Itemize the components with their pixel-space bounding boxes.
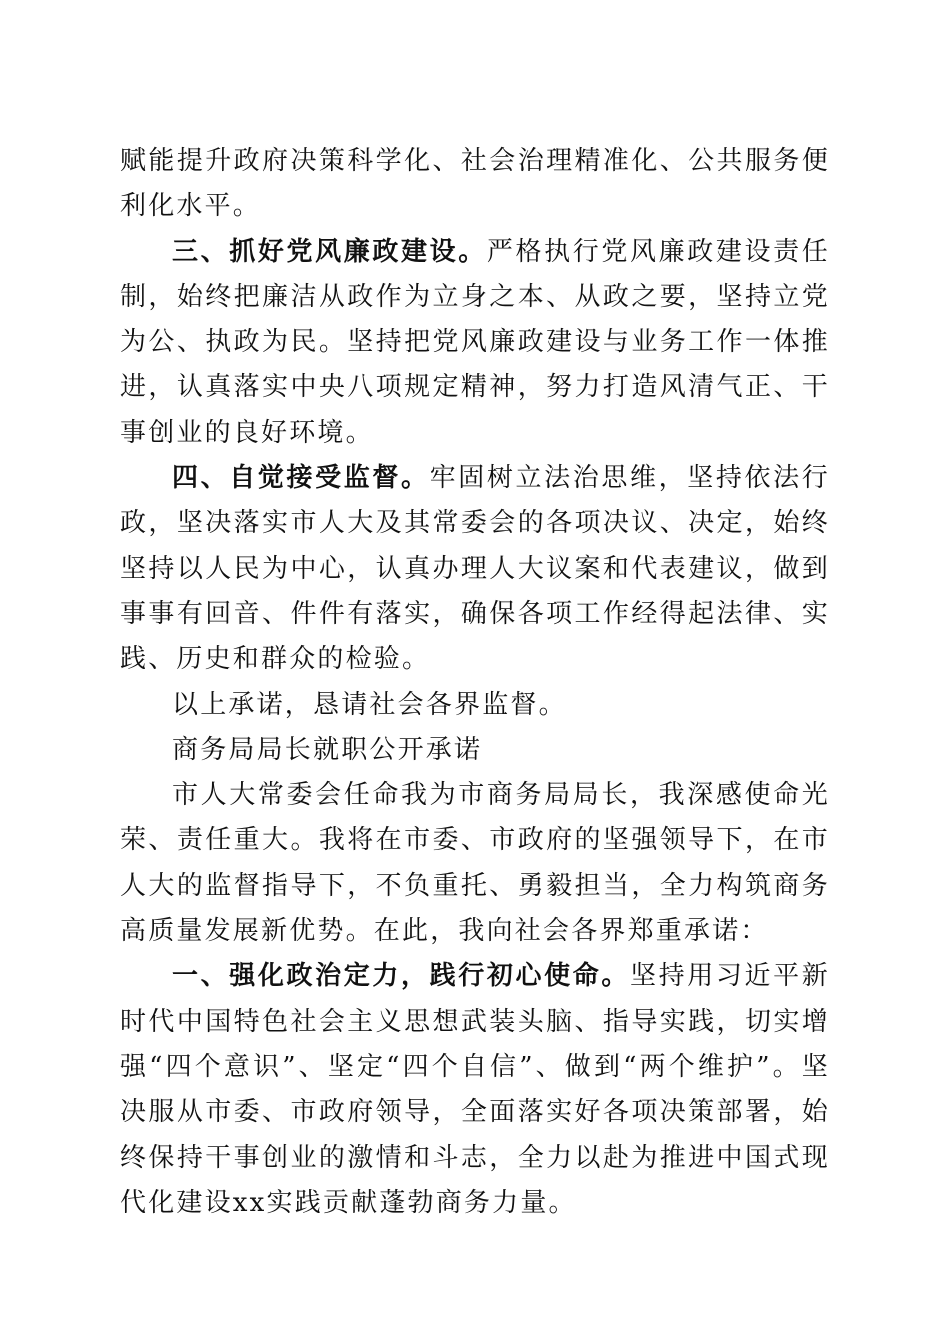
section-heading: 一、强化政治定力，践行初心使命。 [172, 961, 631, 992]
paragraph-text: 商务局局长就职公开承诺 [172, 734, 483, 765]
section-heading: 三、抓好党风廉政建设。 [172, 236, 487, 267]
paragraph-section-one [120, 954, 830, 1226]
paragraph-text: 赋能提升政府决策科学化、社会治理精准化、公共服务便利化水平。 [120, 146, 830, 222]
paragraph-text: 市人大常委会任命我为市商务局局长，我深感使命光荣、责任重大。我将在市委、市政府的坚强领导下，在市人大的监督指导下，不负重托、勇毅担当，全力构筑商务高质量发展新优势。在此，我向社会各界郑重承诺： [120, 780, 830, 947]
paragraph-text: 坚持用习近平新时代中国特色社会主义思想武装头脑、指导实践，切实增强“四个意识”、坚定“四个自信”、做到“两个维护”。坚决服从市委、市政府领导，全面落实好各项决策部署，始终保持干事创业的激情和斗志，全力以赴为推进中国式现代化建设xx实践贡献蓬勃商务力量。 [120, 961, 830, 1218]
paragraph-text: 牢固树立法治思维，坚持依法行政，坚决落实市人大及其常委会的各项决议、决定，始终坚持以人民为中心，认真办理人大议案和代表建议，做到事事有回音、件件有落实，确保各项工作经得起法律、实践、历史和群众的检验。 [120, 463, 830, 675]
paragraph-section-three [120, 230, 830, 456]
paragraph-continuation [120, 139, 830, 230]
paragraph-section-four [120, 456, 830, 682]
paragraph-intro [120, 773, 830, 954]
paragraph-text: 严格执行党风廉政建设责任制，始终把廉洁从政作为立身之本、从政之要，坚持立党为公、执政为民。坚持把党风廉政建设与业务工作一体推进，认真落实中央八项规定精神，努力打造风清气正、干事创业的良好环境。 [120, 236, 831, 448]
section-heading: 四、自觉接受监督。 [172, 463, 430, 494]
paragraph-text: 以上承诺，恳请社会各界监督。 [172, 689, 567, 720]
paragraph-closing [120, 683, 830, 728]
document-page [120, 139, 830, 1226]
document-subtitle [120, 728, 830, 773]
